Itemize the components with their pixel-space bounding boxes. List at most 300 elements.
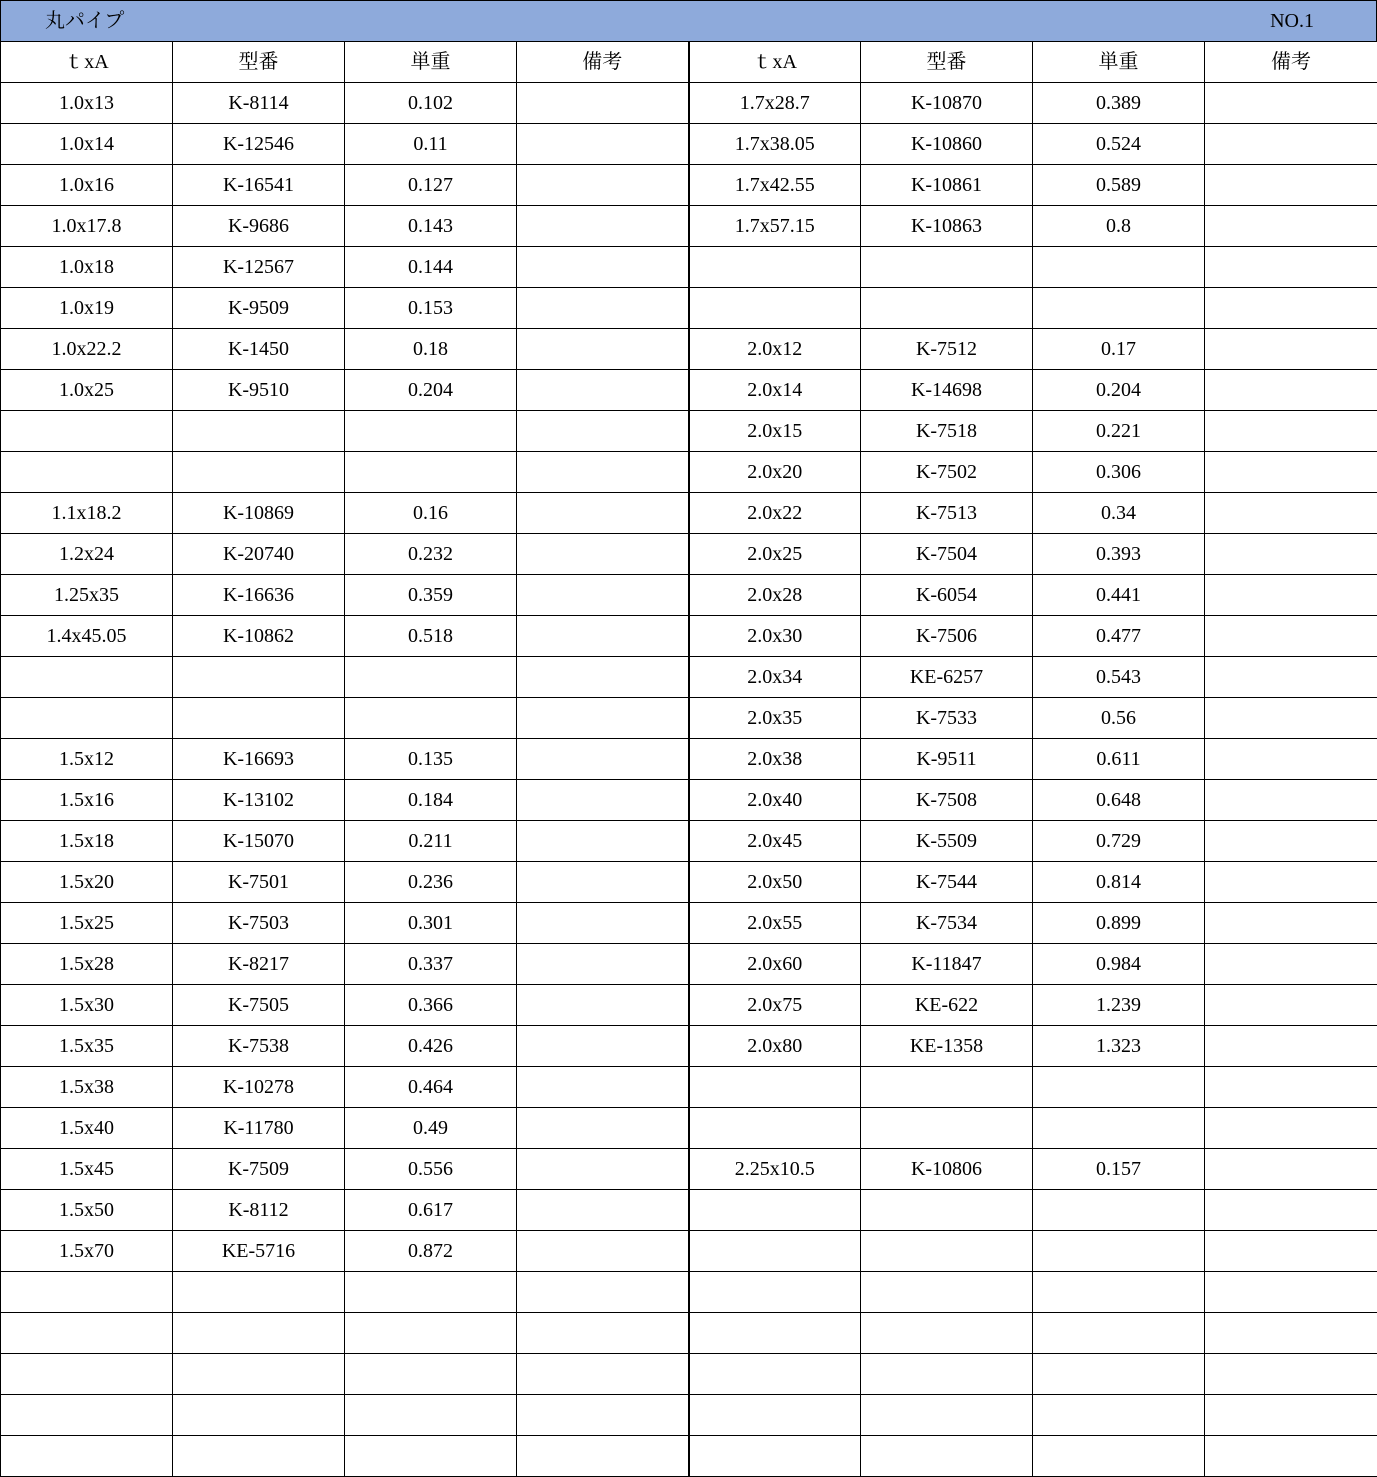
cell-size-col[interactable]: 1.5x30 (1, 985, 173, 1026)
cell-weight-col[interactable]: 0.8 (1033, 206, 1205, 247)
cell-model-col[interactable] (861, 1313, 1033, 1354)
cell-remarks-col[interactable] (517, 575, 689, 616)
cell-remarks-col[interactable] (517, 165, 689, 206)
cell-remarks-col[interactable] (517, 288, 689, 329)
cell-model-col[interactable]: K-10862 (173, 616, 345, 657)
cell-remarks-col[interactable] (1205, 821, 1377, 862)
cell-remarks-col[interactable] (1205, 1067, 1377, 1108)
cell-model-col[interactable]: K-1450 (173, 329, 345, 370)
cell-weight-col[interactable]: 0.899 (1033, 903, 1205, 944)
cell-model-col[interactable]: K-15070 (173, 821, 345, 862)
cell-model-col[interactable]: K-11847 (861, 944, 1033, 985)
cell-model-col[interactable]: K-7538 (173, 1026, 345, 1067)
cell-size-col[interactable] (1, 1313, 173, 1354)
cell-size-col[interactable]: 1.0x25 (1, 370, 173, 411)
cell-weight-col[interactable] (345, 1395, 517, 1436)
cell-model-col[interactable]: K-7513 (861, 493, 1033, 534)
cell-remarks-col[interactable] (517, 452, 689, 493)
cell-weight-col[interactable] (345, 1313, 517, 1354)
cell-remarks-col[interactable] (517, 1395, 689, 1436)
cell-weight-col[interactable]: 0.102 (345, 83, 517, 124)
cell-remarks-col[interactable] (1205, 165, 1377, 206)
cell-size-col[interactable]: 2.0x28 (689, 575, 861, 616)
cell-remarks-col[interactable] (517, 1026, 689, 1067)
cell-remarks-col[interactable] (1205, 657, 1377, 698)
cell-remarks-col[interactable] (517, 616, 689, 657)
cell-model-col[interactable]: K-13102 (173, 780, 345, 821)
cell-remarks-col[interactable] (517, 657, 689, 698)
cell-remarks-col[interactable] (1205, 1231, 1377, 1272)
cell-size-col[interactable] (1, 452, 173, 493)
cell-remarks-col[interactable] (517, 124, 689, 165)
cell-model-col[interactable]: K-10869 (173, 493, 345, 534)
cell-model-col[interactable]: K-9511 (861, 739, 1033, 780)
cell-weight-col[interactable]: 0.184 (345, 780, 517, 821)
cell-model-col[interactable]: K-12567 (173, 247, 345, 288)
cell-size-col[interactable] (689, 1436, 861, 1477)
cell-model-col[interactable]: K-7502 (861, 452, 1033, 493)
cell-weight-col[interactable] (1033, 1108, 1205, 1149)
cell-remarks-col[interactable] (1205, 1190, 1377, 1231)
cell-model-col[interactable]: K-12546 (173, 124, 345, 165)
cell-model-col[interactable]: KE-622 (861, 985, 1033, 1026)
cell-remarks-col[interactable] (1205, 739, 1377, 780)
cell-size-col[interactable] (689, 1190, 861, 1231)
cell-weight-col[interactable]: 0.814 (1033, 862, 1205, 903)
cell-remarks-col[interactable] (1205, 288, 1377, 329)
cell-size-col[interactable] (1, 657, 173, 698)
table-row (1, 124, 1377, 165)
table-row (1, 1190, 1377, 1231)
cell-remarks-col[interactable] (517, 493, 689, 534)
cell-size-col[interactable]: 2.0x22 (689, 493, 861, 534)
cell-weight-col[interactable]: 0.729 (1033, 821, 1205, 862)
cell-size-col[interactable] (689, 288, 861, 329)
cell-model-col[interactable]: K-5509 (861, 821, 1033, 862)
cell-remarks-col[interactable] (1205, 1026, 1377, 1067)
table-row (1, 944, 1377, 985)
cell-model-col[interactable]: K-16636 (173, 575, 345, 616)
table-row (1, 493, 1377, 534)
cell-remarks-col[interactable] (1205, 206, 1377, 247)
cell-model-col[interactable] (861, 288, 1033, 329)
cell-size-col[interactable]: 1.5x35 (1, 1026, 173, 1067)
cell-model-col[interactable] (861, 1067, 1033, 1108)
table-row (1, 206, 1377, 247)
cell-weight-col[interactable]: 1.323 (1033, 1026, 1205, 1067)
table-row (1, 698, 1377, 739)
cell-remarks-col[interactable] (1205, 903, 1377, 944)
cell-weight-col[interactable]: 0.204 (1033, 370, 1205, 411)
cell-size-col[interactable]: 2.0x15 (689, 411, 861, 452)
cell-weight-col[interactable]: 0.556 (345, 1149, 517, 1190)
cell-size-col[interactable]: 2.0x30 (689, 616, 861, 657)
cell-weight-col[interactable] (1033, 1272, 1205, 1313)
cell-model-col[interactable] (173, 1354, 345, 1395)
cell-weight-col[interactable]: 0.617 (345, 1190, 517, 1231)
cell-weight-col[interactable]: 0.153 (345, 288, 517, 329)
cell-size-col[interactable]: 1.5x38 (1, 1067, 173, 1108)
cell-model-col[interactable]: K-7503 (173, 903, 345, 944)
cell-model-col[interactable]: K-8112 (173, 1190, 345, 1231)
cell-model-col[interactable] (861, 1354, 1033, 1395)
cell-size-col[interactable]: 1.7x38.05 (689, 124, 861, 165)
cell-remarks-col[interactable] (1205, 329, 1377, 370)
cell-remarks-col[interactable] (1205, 124, 1377, 165)
cell-weight-col[interactable]: 0.301 (345, 903, 517, 944)
cell-model-col[interactable] (861, 1436, 1033, 1477)
cell-size-col[interactable]: 2.0x38 (689, 739, 861, 780)
cell-remarks-col[interactable] (517, 370, 689, 411)
cell-remarks-col[interactable] (517, 944, 689, 985)
cell-weight-col[interactable]: 0.589 (1033, 165, 1205, 206)
cell-size-col[interactable] (689, 247, 861, 288)
cell-weight-col[interactable]: 0.49 (345, 1108, 517, 1149)
cell-size-col[interactable]: 1.0x14 (1, 124, 173, 165)
cell-model-col[interactable] (173, 1395, 345, 1436)
cell-weight-col[interactable]: 0.236 (345, 862, 517, 903)
cell-remarks-col[interactable] (517, 1108, 689, 1149)
cell-model-col[interactable]: K-9510 (173, 370, 345, 411)
cell-size-col[interactable]: 2.0x45 (689, 821, 861, 862)
cell-weight-col[interactable]: 0.34 (1033, 493, 1205, 534)
cell-model-col[interactable]: K-9686 (173, 206, 345, 247)
cell-model-col[interactable]: KE-6257 (861, 657, 1033, 698)
cell-remarks-col[interactable] (517, 1354, 689, 1395)
cell-size-col[interactable]: 1.25x35 (1, 575, 173, 616)
table-row (1, 616, 1377, 657)
cell-model-col[interactable]: K-7508 (861, 780, 1033, 821)
cell-weight-col[interactable]: 0.464 (345, 1067, 517, 1108)
cell-model-col[interactable] (861, 1272, 1033, 1313)
cell-model-col[interactable]: K-7506 (861, 616, 1033, 657)
cell-weight-col[interactable]: 0.127 (345, 165, 517, 206)
cell-size-col[interactable]: 1.5x45 (1, 1149, 173, 1190)
cell-model-col[interactable]: K-20740 (173, 534, 345, 575)
cell-remarks-col[interactable] (1205, 862, 1377, 903)
cell-weight-col[interactable]: 0.337 (345, 944, 517, 985)
cell-size-col[interactable] (1, 1436, 173, 1477)
cell-size-col[interactable] (1, 1395, 173, 1436)
cell-size-col[interactable]: 2.0x60 (689, 944, 861, 985)
cell-weight-col[interactable]: 0.211 (345, 821, 517, 862)
cell-weight-col[interactable]: 0.393 (1033, 534, 1205, 575)
cell-model-col[interactable]: K-7534 (861, 903, 1033, 944)
cell-remarks-col[interactable] (517, 1436, 689, 1477)
cell-size-col[interactable]: 1.0x22.2 (1, 329, 173, 370)
column-header-size-col-right: ｔxA (689, 42, 861, 83)
cell-model-col[interactable] (173, 411, 345, 452)
cell-remarks-col[interactable] (1205, 944, 1377, 985)
cell-weight-col[interactable]: 0.359 (345, 575, 517, 616)
cell-size-col[interactable]: 1.5x16 (1, 780, 173, 821)
cell-remarks-col[interactable] (1205, 370, 1377, 411)
cell-remarks-col[interactable] (517, 985, 689, 1026)
cell-size-col[interactable] (1, 1272, 173, 1313)
cell-model-col[interactable]: K-11780 (173, 1108, 345, 1149)
cell-model-col[interactable]: K-10806 (861, 1149, 1033, 1190)
cell-model-col[interactable] (173, 1436, 345, 1477)
sheet-title: 丸パイプ (45, 10, 125, 32)
table-row (1, 1313, 1377, 1354)
cell-size-col[interactable]: 1.5x25 (1, 903, 173, 944)
table-row (1, 1067, 1377, 1108)
cell-remarks-col[interactable] (1205, 575, 1377, 616)
cell-remarks-col[interactable] (517, 780, 689, 821)
cell-size-col[interactable]: 1.5x20 (1, 862, 173, 903)
cell-model-col[interactable] (173, 452, 345, 493)
cell-remarks-col[interactable] (1205, 1272, 1377, 1313)
table-row (1, 821, 1377, 862)
cell-size-col[interactable]: 1.5x12 (1, 739, 173, 780)
table-row (1, 247, 1377, 288)
cell-size-col[interactable] (689, 1272, 861, 1313)
cell-weight-col[interactable]: 0.426 (345, 1026, 517, 1067)
cell-remarks-col[interactable] (1205, 616, 1377, 657)
cell-remarks-col[interactable] (517, 1190, 689, 1231)
cell-size-col[interactable]: 1.5x40 (1, 1108, 173, 1149)
cell-weight-col[interactable] (1033, 288, 1205, 329)
table-row (1, 1272, 1377, 1313)
cell-weight-col[interactable]: 0.984 (1033, 944, 1205, 985)
cell-size-col[interactable] (689, 1108, 861, 1149)
cell-size-col[interactable]: 2.0x75 (689, 985, 861, 1026)
cell-remarks-col[interactable] (517, 862, 689, 903)
cell-model-col[interactable] (173, 657, 345, 698)
cell-weight-col[interactable]: 0.11 (345, 124, 517, 165)
cell-size-col[interactable] (689, 1395, 861, 1436)
cell-size-col[interactable]: 1.4x45.05 (1, 616, 173, 657)
cell-remarks-col[interactable] (517, 903, 689, 944)
cell-size-col[interactable]: 2.0x40 (689, 780, 861, 821)
cell-remarks-col[interactable] (1205, 493, 1377, 534)
cell-model-col[interactable]: K-10861 (861, 165, 1033, 206)
cell-size-col[interactable]: 1.5x28 (1, 944, 173, 985)
cell-model-col[interactable] (861, 247, 1033, 288)
cell-size-col[interactable]: 2.0x34 (689, 657, 861, 698)
cell-remarks-col[interactable] (517, 739, 689, 780)
table-row (1, 903, 1377, 944)
cell-weight-col[interactable]: 0.204 (345, 370, 517, 411)
cell-model-col[interactable] (861, 1395, 1033, 1436)
cell-weight-col[interactable]: 0.872 (345, 1231, 517, 1272)
cell-size-col[interactable]: 2.0x12 (689, 329, 861, 370)
cell-weight-col[interactable] (345, 1354, 517, 1395)
cell-weight-col[interactable] (1033, 1354, 1205, 1395)
cell-weight-col[interactable] (345, 698, 517, 739)
cell-weight-col[interactable] (345, 657, 517, 698)
cell-weight-col[interactable] (1033, 1313, 1205, 1354)
cell-weight-col[interactable]: 0.518 (345, 616, 517, 657)
cell-model-col[interactable]: K-7518 (861, 411, 1033, 452)
table-row (1, 1149, 1377, 1190)
cell-size-col[interactable]: 2.0x50 (689, 862, 861, 903)
header-row (1, 42, 1377, 83)
cell-size-col[interactable]: 1.7x57.15 (689, 206, 861, 247)
cell-weight-col[interactable]: 0.543 (1033, 657, 1205, 698)
cell-remarks-col[interactable] (517, 329, 689, 370)
cell-weight-col[interactable] (345, 1436, 517, 1477)
cell-model-col[interactable]: KE-1358 (861, 1026, 1033, 1067)
cell-weight-col[interactable] (1033, 1190, 1205, 1231)
cell-remarks-col[interactable] (517, 83, 689, 124)
cell-weight-col[interactable]: 0.143 (345, 206, 517, 247)
cell-remarks-col[interactable] (517, 698, 689, 739)
cell-weight-col[interactable] (1033, 1395, 1205, 1436)
cell-remarks-col[interactable] (1205, 1354, 1377, 1395)
cell-remarks-col[interactable] (517, 206, 689, 247)
cell-model-col[interactable] (173, 1272, 345, 1313)
cell-remarks-col[interactable] (1205, 698, 1377, 739)
cell-size-col[interactable]: 2.0x20 (689, 452, 861, 493)
cell-weight-col[interactable]: 0.366 (345, 985, 517, 1026)
table-row (1, 83, 1377, 124)
cell-weight-col[interactable] (1033, 1231, 1205, 1272)
cell-weight-col[interactable] (1033, 1436, 1205, 1477)
cell-model-col[interactable]: K-7505 (173, 985, 345, 1026)
cell-remarks-col[interactable] (517, 247, 689, 288)
cell-remarks-col[interactable] (1205, 985, 1377, 1026)
column-header-remarks-col-left: 備考 (517, 42, 689, 83)
cell-remarks-col[interactable] (1205, 452, 1377, 493)
cell-model-col[interactable]: K-16541 (173, 165, 345, 206)
cell-weight-col[interactable] (1033, 1067, 1205, 1108)
cell-model-col[interactable] (861, 1108, 1033, 1149)
cell-size-col[interactable] (689, 1313, 861, 1354)
cell-weight-col[interactable]: 0.135 (345, 739, 517, 780)
cell-size-col[interactable]: 1.0x16 (1, 165, 173, 206)
table-row (1, 1436, 1377, 1477)
cell-size-col[interactable]: 2.0x14 (689, 370, 861, 411)
cell-size-col[interactable]: 2.0x80 (689, 1026, 861, 1067)
cell-size-col[interactable]: 2.0x35 (689, 698, 861, 739)
cell-weight-col[interactable] (1033, 247, 1205, 288)
cell-size-col[interactable]: 2.0x55 (689, 903, 861, 944)
cell-weight-col[interactable]: 0.611 (1033, 739, 1205, 780)
cell-model-col[interactable] (861, 1190, 1033, 1231)
cell-remarks-col[interactable] (517, 821, 689, 862)
cell-model-col[interactable]: K-8114 (173, 83, 345, 124)
cell-weight-col[interactable]: 0.56 (1033, 698, 1205, 739)
cell-remarks-col[interactable] (517, 411, 689, 452)
cell-size-col[interactable]: 1.1x18.2 (1, 493, 173, 534)
cell-weight-col[interactable]: 0.18 (345, 329, 517, 370)
cell-remarks-col[interactable] (517, 1149, 689, 1190)
cell-model-col[interactable]: K-7504 (861, 534, 1033, 575)
cell-size-col[interactable]: 2.0x25 (689, 534, 861, 575)
cell-model-col[interactable]: K-14698 (861, 370, 1033, 411)
cell-remarks-col[interactable] (1205, 1313, 1377, 1354)
column-header-weight-col-right: 単重 (1033, 42, 1205, 83)
cell-model-col[interactable]: K-10278 (173, 1067, 345, 1108)
cell-weight-col[interactable]: 0.16 (345, 493, 517, 534)
cell-model-col[interactable]: KE-5716 (173, 1231, 345, 1272)
cell-model-col[interactable] (173, 1313, 345, 1354)
cell-size-col[interactable] (689, 1231, 861, 1272)
cell-weight-col[interactable]: 0.306 (1033, 452, 1205, 493)
cell-weight-col[interactable]: 0.157 (1033, 1149, 1205, 1190)
cell-model-col[interactable] (861, 1231, 1033, 1272)
cell-remarks-col[interactable] (517, 1231, 689, 1272)
cell-model-col[interactable]: K-7533 (861, 698, 1033, 739)
cell-remarks-col[interactable] (1205, 247, 1377, 288)
cell-weight-col[interactable]: 0.389 (1033, 83, 1205, 124)
cell-size-col[interactable]: 1.2x24 (1, 534, 173, 575)
cell-weight-col[interactable]: 0.441 (1033, 575, 1205, 616)
cell-weight-col[interactable]: 0.17 (1033, 329, 1205, 370)
cell-model-col[interactable]: K-10863 (861, 206, 1033, 247)
cell-weight-col[interactable]: 1.239 (1033, 985, 1205, 1026)
cell-size-col[interactable]: 1.7x42.55 (689, 165, 861, 206)
cell-remarks-col[interactable] (1205, 534, 1377, 575)
cell-remarks-col[interactable] (1205, 83, 1377, 124)
cell-model-col[interactable]: K-7512 (861, 329, 1033, 370)
cell-remarks-col[interactable] (1205, 1108, 1377, 1149)
cell-remarks-col[interactable] (517, 1272, 689, 1313)
table-row (1, 1231, 1377, 1272)
table-row (1, 288, 1377, 329)
cell-remarks-col[interactable] (1205, 411, 1377, 452)
cell-size-col[interactable]: 1.5x50 (1, 1190, 173, 1231)
cell-model-col[interactable]: K-16693 (173, 739, 345, 780)
cell-weight-col[interactable]: 0.648 (1033, 780, 1205, 821)
cell-model-col[interactable]: K-7509 (173, 1149, 345, 1190)
cell-size-col[interactable]: 1.5x70 (1, 1231, 173, 1272)
cell-size-col[interactable] (1, 411, 173, 452)
cell-model-col[interactable]: K-7501 (173, 862, 345, 903)
table-row (1, 165, 1377, 206)
cell-size-col[interactable]: 1.0x19 (1, 288, 173, 329)
cell-weight-col[interactable]: 0.477 (1033, 616, 1205, 657)
cell-size-col[interactable]: 1.5x18 (1, 821, 173, 862)
cell-size-col[interactable]: 1.0x17.8 (1, 206, 173, 247)
cell-model-col[interactable]: K-7544 (861, 862, 1033, 903)
cell-size-col[interactable]: 1.0x13 (1, 83, 173, 124)
cell-weight-col[interactable]: 0.221 (1033, 411, 1205, 452)
cell-remarks-col[interactable] (1205, 1149, 1377, 1190)
cell-remarks-col[interactable] (517, 1067, 689, 1108)
cell-size-col[interactable] (689, 1067, 861, 1108)
cell-size-col[interactable] (1, 1354, 173, 1395)
cell-remarks-col[interactable] (517, 534, 689, 575)
column-header-weight-col-left: 単重 (345, 42, 517, 83)
cell-remarks-col[interactable] (517, 1313, 689, 1354)
cell-size-col[interactable]: 1.0x18 (1, 247, 173, 288)
cell-weight-col[interactable] (345, 1272, 517, 1313)
cell-size-col[interactable] (689, 1354, 861, 1395)
cell-weight-col[interactable] (345, 452, 517, 493)
table-row (1, 985, 1377, 1026)
cell-model-col[interactable]: K-8217 (173, 944, 345, 985)
cell-size-col[interactable]: 2.25x10.5 (689, 1149, 861, 1190)
page-number: NO.1 (1270, 10, 1314, 32)
cell-model-col[interactable] (173, 698, 345, 739)
cell-size-col[interactable] (1, 698, 173, 739)
cell-model-col[interactable]: K-9509 (173, 288, 345, 329)
cell-weight-col[interactable]: 0.232 (345, 534, 517, 575)
cell-remarks-col[interactable] (1205, 780, 1377, 821)
cell-weight-col[interactable]: 0.524 (1033, 124, 1205, 165)
cell-weight-col[interactable] (345, 411, 517, 452)
table-row (1, 411, 1377, 452)
cell-remarks-col[interactable] (1205, 1395, 1377, 1436)
cell-remarks-col[interactable] (1205, 1436, 1377, 1477)
cell-size-col[interactable]: 1.7x28.7 (689, 83, 861, 124)
cell-model-col[interactable]: K-10860 (861, 124, 1033, 165)
cell-weight-col[interactable]: 0.144 (345, 247, 517, 288)
cell-model-col[interactable]: K-10870 (861, 83, 1033, 124)
cell-model-col[interactable]: K-6054 (861, 575, 1033, 616)
